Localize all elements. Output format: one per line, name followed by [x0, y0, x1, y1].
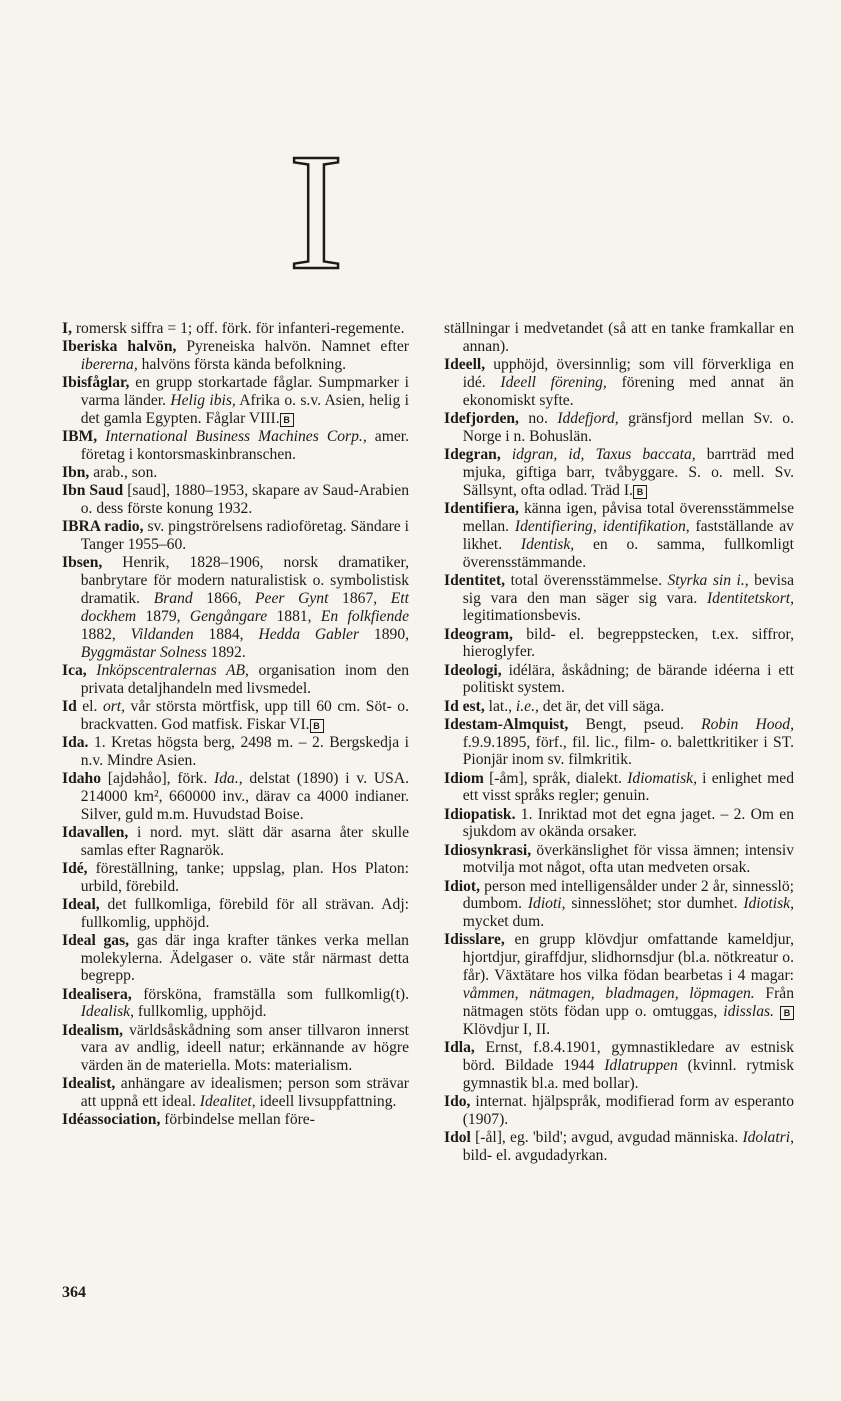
entry-italic-text: Idealisk,: [80, 1003, 134, 1021]
entry-text: det är, det vill säga.: [538, 697, 665, 715]
entry-text: [saud], 1880–1953, skapare av Saud-Arabien o. dess förste konung 1932.: [80, 482, 409, 517]
page-number: 364: [62, 1284, 86, 1301]
entry-text: förbindelse mellan före-: [160, 1111, 315, 1129]
dictionary-entry: [62, 770, 409, 824]
entry-headword: Identitet,: [444, 571, 506, 589]
entry-text: f.9.9.1895, förf., fil. lic., film- o. balettkritiker i ST. Pionjär inom sv. filmkritik.: [462, 733, 794, 769]
entry-headword: Ideal gas,: [62, 931, 130, 949]
dictionary-entry: [444, 770, 794, 806]
entry-text: mycket dum.: [462, 913, 545, 931]
entry-text: [87, 662, 97, 679]
entry-headword: Ibsen,: [62, 554, 103, 572]
entry-text: anhängare av idealismen; person som strävar att uppnå ett ideal.: [80, 1075, 409, 1111]
entry-headword: Ica,: [62, 661, 87, 679]
dictionary-entry: [444, 716, 794, 770]
entry-italic-text: Idlatruppen: [604, 1056, 678, 1074]
entry-text: (kvinnl. rytmisk gymnastik bl.a. med bollar).: [462, 1056, 794, 1092]
dictionary-entry: [444, 1039, 794, 1093]
entry-italic-text: Hedda Gabler: [258, 625, 360, 643]
entry-text: [ajdəhåo], förk.: [101, 769, 215, 787]
dictionary-entry: [444, 698, 794, 716]
entry-text: internat. hjälpspråk, modifierad form av esperanto (1907).: [462, 1092, 794, 1128]
dictionary-entry: [62, 662, 409, 698]
dictionary-entry: [444, 572, 794, 626]
entry-text: barrträd med mjuka, giftiga barr, tvåbyggare. S. o. mell. Sv. Sällsynt, ofta odlad.: [462, 445, 794, 499]
entry-text: no.: [518, 409, 558, 427]
entry-text: delstat (1890) i v. USA. 214000 km², 660000 inv., därav ca 4000 indianer. Silver, guld m.m. Huvudstad Boise.: [80, 769, 409, 823]
dictionary-entry: [62, 986, 409, 1022]
entry-italic-text: Inköpscentralernas AB,: [96, 661, 249, 679]
entry-text: bevisa sig vara den man säger sig vara.: [462, 571, 794, 607]
dictionary-entry: [444, 1129, 794, 1165]
entry-headword: Id: [62, 697, 77, 715]
entry-headword: Ibn,: [62, 464, 90, 481]
entry-text: ställningar i medvetandet (så att en tanke framkallar en annan).: [444, 320, 794, 355]
entry-text: total överensstämmelse.: [505, 571, 668, 589]
section-letter: I: [288, 119, 344, 305]
dictionary-entry: [444, 662, 794, 698]
dictionary-entry: [62, 1022, 409, 1076]
entry-italic-text: Idiotisk,: [743, 895, 794, 913]
entry-headword: Idealisera,: [62, 985, 132, 1003]
entry-italic-text: Robin Hood,: [701, 715, 795, 733]
dictionary-entry: [62, 734, 409, 770]
entry-headword: Idealist,: [62, 1075, 116, 1093]
entry-headword: Ibisfåglar,: [62, 374, 130, 392]
dictionary-entry: [444, 626, 794, 662]
entry-headword: Id est,: [444, 697, 485, 715]
entry-italic-text: Idiomatisk,: [627, 769, 697, 787]
entry-text: Fåglar VIII.: [205, 409, 280, 427]
entry-text: 1884,: [193, 625, 259, 643]
entry-text: gränsfjord mellan Sv. o. Norge i n. Bohuslän.: [462, 409, 794, 445]
dictionary-entry: [62, 374, 409, 428]
entry-headword: Ibn Saud: [62, 482, 124, 500]
dictionary-entry: [444, 806, 794, 842]
entry-text: sinnesslöhet; stor dumhet.: [565, 895, 744, 913]
entry-headword: Idealism,: [62, 1021, 124, 1039]
entry-italic-text: Peer Gynt: [255, 589, 329, 607]
entry-headword: Idefjorden,: [444, 409, 519, 427]
dictionary-entry: [62, 932, 409, 986]
dictionary-entry: [62, 554, 409, 661]
entry-italic-text: Vildanden: [130, 625, 194, 643]
dictionary-entry: [62, 1075, 409, 1111]
entry-headword: IBM,: [62, 428, 98, 445]
entry-text: en o. samma, fullkomligt överensstämmande.: [462, 535, 794, 571]
entry-italic-text: Helig ibis,: [170, 392, 236, 409]
entry-italic-text: Styrka sin i.,: [667, 571, 749, 589]
entry-text: fullkomlig, upphöjd.: [133, 1003, 267, 1021]
entry-headword: Idegran,: [444, 445, 501, 463]
plate-reference-icon: B: [310, 719, 324, 733]
entry-headword: Idestam-Almquist,: [444, 715, 569, 733]
dictionary-entry: [62, 482, 409, 518]
entry-text: fastställande av likhet.: [462, 517, 794, 553]
entry-text: 1867,: [328, 589, 391, 607]
entry-text: i enlighet med ett visst språks regler; genuin.: [462, 769, 794, 805]
entry-text: Ernst, f.8.4.1901, gymnastikledare av estnisk börd. Bildade 1944: [462, 1039, 794, 1074]
plate-reference-icon: B: [780, 1006, 794, 1020]
entry-italic-text: Idioti,: [527, 895, 566, 913]
entry-italic-text: Idealitet,: [199, 1093, 256, 1111]
dictionary-entry: [62, 518, 409, 554]
dictionary-entry: [444, 931, 794, 1038]
entry-text: världsåskådning som anser tillvaron innerst vara av andlig, ideell natur; erkännande av högre värden än de materiella. Mots: materialism.: [80, 1021, 409, 1075]
entry-text: 1892.: [206, 643, 246, 661]
entry-text: 1. Inriktad mot det egna jaget. – 2. Om en sjukdom av okända orsaker.: [462, 805, 794, 841]
entry-headword: Idiopatisk.: [444, 805, 516, 823]
entry-italic-text: Idolatri,: [742, 1128, 794, 1146]
dictionary-entry: [444, 356, 794, 410]
entry-text: 1879,: [136, 607, 190, 625]
entry-text: överkänslighet för vissa ämnen; intensiv motvilja mot något, ofta utan medveten orsak.: [462, 841, 794, 877]
entry-headword: Idéassociation,: [62, 1111, 161, 1129]
entry-italic-text: Identisk,: [520, 535, 575, 553]
entry-text: arab., son.: [89, 464, 158, 481]
plate-reference-icon: B: [280, 413, 294, 427]
entry-text: 1866,: [192, 589, 256, 607]
dictionary-entry: [62, 896, 409, 932]
entry-text: känna igen, påvisa total överensstämmelse mellan.: [462, 499, 794, 535]
entry-italic-text: Identitetskort,: [706, 589, 794, 607]
entry-text: bild- el. avgudadyrkan.: [462, 1146, 608, 1164]
entry-text: en grupp storkartade fåglar. Sumpmarker i varma länder.: [80, 374, 409, 409]
dictionary-entry: [444, 410, 794, 446]
entry-text: el.: [76, 697, 103, 715]
entry-headword: Iberiska halvön,: [62, 338, 177, 356]
plate-reference-icon: B: [633, 485, 647, 499]
entry-text: 1890,: [359, 625, 410, 643]
entry-text: legitimationsbevis.: [462, 607, 581, 625]
entry-text: idélära, åskådning; de bärande idéerna i ett politiskt system.: [462, 661, 794, 697]
entry-text: Henrik, 1828–1906, norsk dramatiker, banbrytare för modern naturalistisk o. symbolistisk dramatik.: [80, 554, 409, 607]
entry-italic-text: Iddefjord,: [557, 409, 619, 427]
entry-text: Fiskar VI.: [246, 715, 310, 733]
entry-headword: IBRA radio,: [62, 518, 144, 536]
entry-headword: Idiot,: [444, 877, 480, 895]
entry-italic-text: idisslas.: [723, 1003, 774, 1021]
entry-text: sv. pingströrelsens radioföretag. Sändare i Tanger 1955–60.: [80, 518, 410, 553]
entry-text: romersk siffra = 1; off. förk. för infanteri-regemente.: [71, 320, 405, 337]
dictionary-entry: [62, 320, 409, 338]
entry-headword: Idla,: [444, 1039, 475, 1057]
entry-text: i nord. myt. slätt där asarna åter skulle samlas efter Ragnarök.: [80, 823, 409, 859]
dictionary-entry: [62, 464, 409, 482]
entry-text: föreställning, tanke; uppslag, plan. Hos Platon: urbild, förebild.: [80, 859, 409, 895]
entry-italic-text: Identifiering, identifikation,: [514, 517, 690, 535]
entry-text: 1881,: [267, 607, 321, 625]
entry-headword: Idaho: [62, 769, 102, 787]
dictionary-entry: [62, 860, 409, 896]
entry-italic-text: International Business Machines Corp.,: [105, 428, 367, 445]
entry-text: Afrika o. s.v. Asien, helig i det gamla Egypten.: [80, 392, 409, 427]
entry-headword: Ideal,: [62, 895, 100, 913]
entry-text: upphöjd, översinnlig; som vill förverkliga en idé.: [462, 356, 794, 391]
entry-text: bild- el. begreppstecken, t.ex. siffror, hieroglyfer.: [462, 625, 794, 661]
dictionary-entry: [62, 338, 409, 374]
dictionary-entry: [62, 824, 409, 860]
dictionary-entry: [444, 842, 794, 878]
right-column: [444, 320, 794, 1165]
entry-text: [501, 446, 512, 463]
entry-italic-text: Ett dockhem: [80, 589, 409, 625]
entry-text: vår största mörtfisk, upp till 60 cm. Söt- o. brackvatten. God matfisk.: [80, 697, 409, 733]
entry-text: Klövdjur I, II.: [462, 1020, 551, 1038]
entry-headword: Idisslare,: [444, 931, 505, 949]
entry-text: gas där inga krafter tänkes verka mellan molekylerna. Ädelgaser o. väte står närmast detta begrepp.: [80, 931, 409, 985]
entry-text: person med intelligensålder under 2 år, sinnesslö; dumbom.: [462, 877, 794, 913]
entry-italic-text: Byggmästar Solness: [80, 643, 207, 661]
entry-text: lat.,: [484, 697, 516, 715]
dictionary-entry: [62, 1111, 409, 1129]
dictionary-entry: [444, 878, 794, 932]
entry-italic-text: i.e.,: [515, 697, 539, 715]
entry-headword: Ida.: [62, 733, 89, 751]
entry-text: en grupp klövdjur omfattande kameldjur, hjortdjur, giraffdjur, slidhornsdjur (bl.a. nötkreatur o. får). Växtätare hos vilka födan bearbetas i 4 magar:: [462, 931, 794, 985]
entry-italic-text: En folkfiende: [320, 607, 409, 625]
entry-italic-text: Ideell förening,: [500, 373, 607, 391]
entry-text: Bengt, pseud.: [568, 715, 702, 733]
entry-text: Träd I.: [591, 481, 633, 499]
entry-text: det fullkomliga, förebild för all strävan. Adj: fullkomlig, upphöjd.: [80, 895, 409, 931]
entry-headword: Ideell,: [444, 356, 486, 373]
dictionary-entry: [444, 1093, 794, 1129]
entry-text: halvöns första kända befolkning.: [137, 356, 347, 373]
entry-headword: Idol: [444, 1128, 471, 1146]
entry-text: 1882,: [80, 625, 131, 643]
entry-headword: Idiom: [444, 769, 484, 787]
entry-italic-text: Brand: [153, 589, 193, 607]
entry-text: Från nätmagen stöts födan upp o. omtuggas,: [462, 985, 794, 1021]
entry-text: [-åm], språk, dialekt.: [483, 769, 628, 787]
entry-text: ideell livsuppfattning.: [255, 1093, 397, 1111]
entry-text: förening med annat än ekonomiskt syfte.: [462, 373, 794, 409]
entry-headword: Ideogram,: [444, 625, 513, 643]
entry-headword: Ideologi,: [444, 661, 502, 679]
entry-italic-text: våmmen, nätmagen, bladmagen, löpmagen.: [462, 985, 755, 1003]
entry-italic-text: ibererna,: [80, 356, 138, 373]
entry-text: amer. företag i kontorsmaskinbranschen.: [80, 428, 410, 463]
entry-text: [-ål], eg. 'bild'; avgud, avgudad människa.: [470, 1128, 743, 1146]
dictionary-entry: [62, 428, 409, 464]
entry-headword: I,: [62, 320, 72, 337]
entry-italic-text: Gengångare: [189, 607, 268, 625]
entry-text: [97, 428, 105, 445]
dictionary-entry: [444, 446, 794, 500]
entry-text: försköna, framställa som fullkomlig(t).: [131, 985, 409, 1003]
dictionary-entry: [444, 500, 794, 572]
entry-text: 1. Kretas högsta berg, 2498 m. – 2. Bergskedja i n.v. Mindre Asien.: [80, 733, 409, 769]
entry-italic-text: idgran, id, Taxus baccata,: [511, 445, 696, 463]
entry-text: Pyreneiska halvön. Namnet efter: [176, 338, 409, 356]
dictionary-entry: [62, 698, 409, 734]
entry-headword: Ido,: [444, 1092, 471, 1110]
entry-headword: Identifiera,: [444, 499, 519, 517]
entry-headword: Idé,: [62, 859, 88, 877]
dictionary-entry: [444, 320, 794, 356]
entry-headword: Idiosynkrasi,: [444, 841, 532, 859]
entry-text: organisation inom den privata detaljhandeln med livsmedel.: [80, 661, 409, 697]
entry-italic-text: ort,: [102, 697, 126, 715]
entry-headword: Idavallen,: [62, 823, 129, 841]
entry-italic-text: Ida.,: [214, 769, 243, 787]
left-column: [62, 320, 409, 1130]
